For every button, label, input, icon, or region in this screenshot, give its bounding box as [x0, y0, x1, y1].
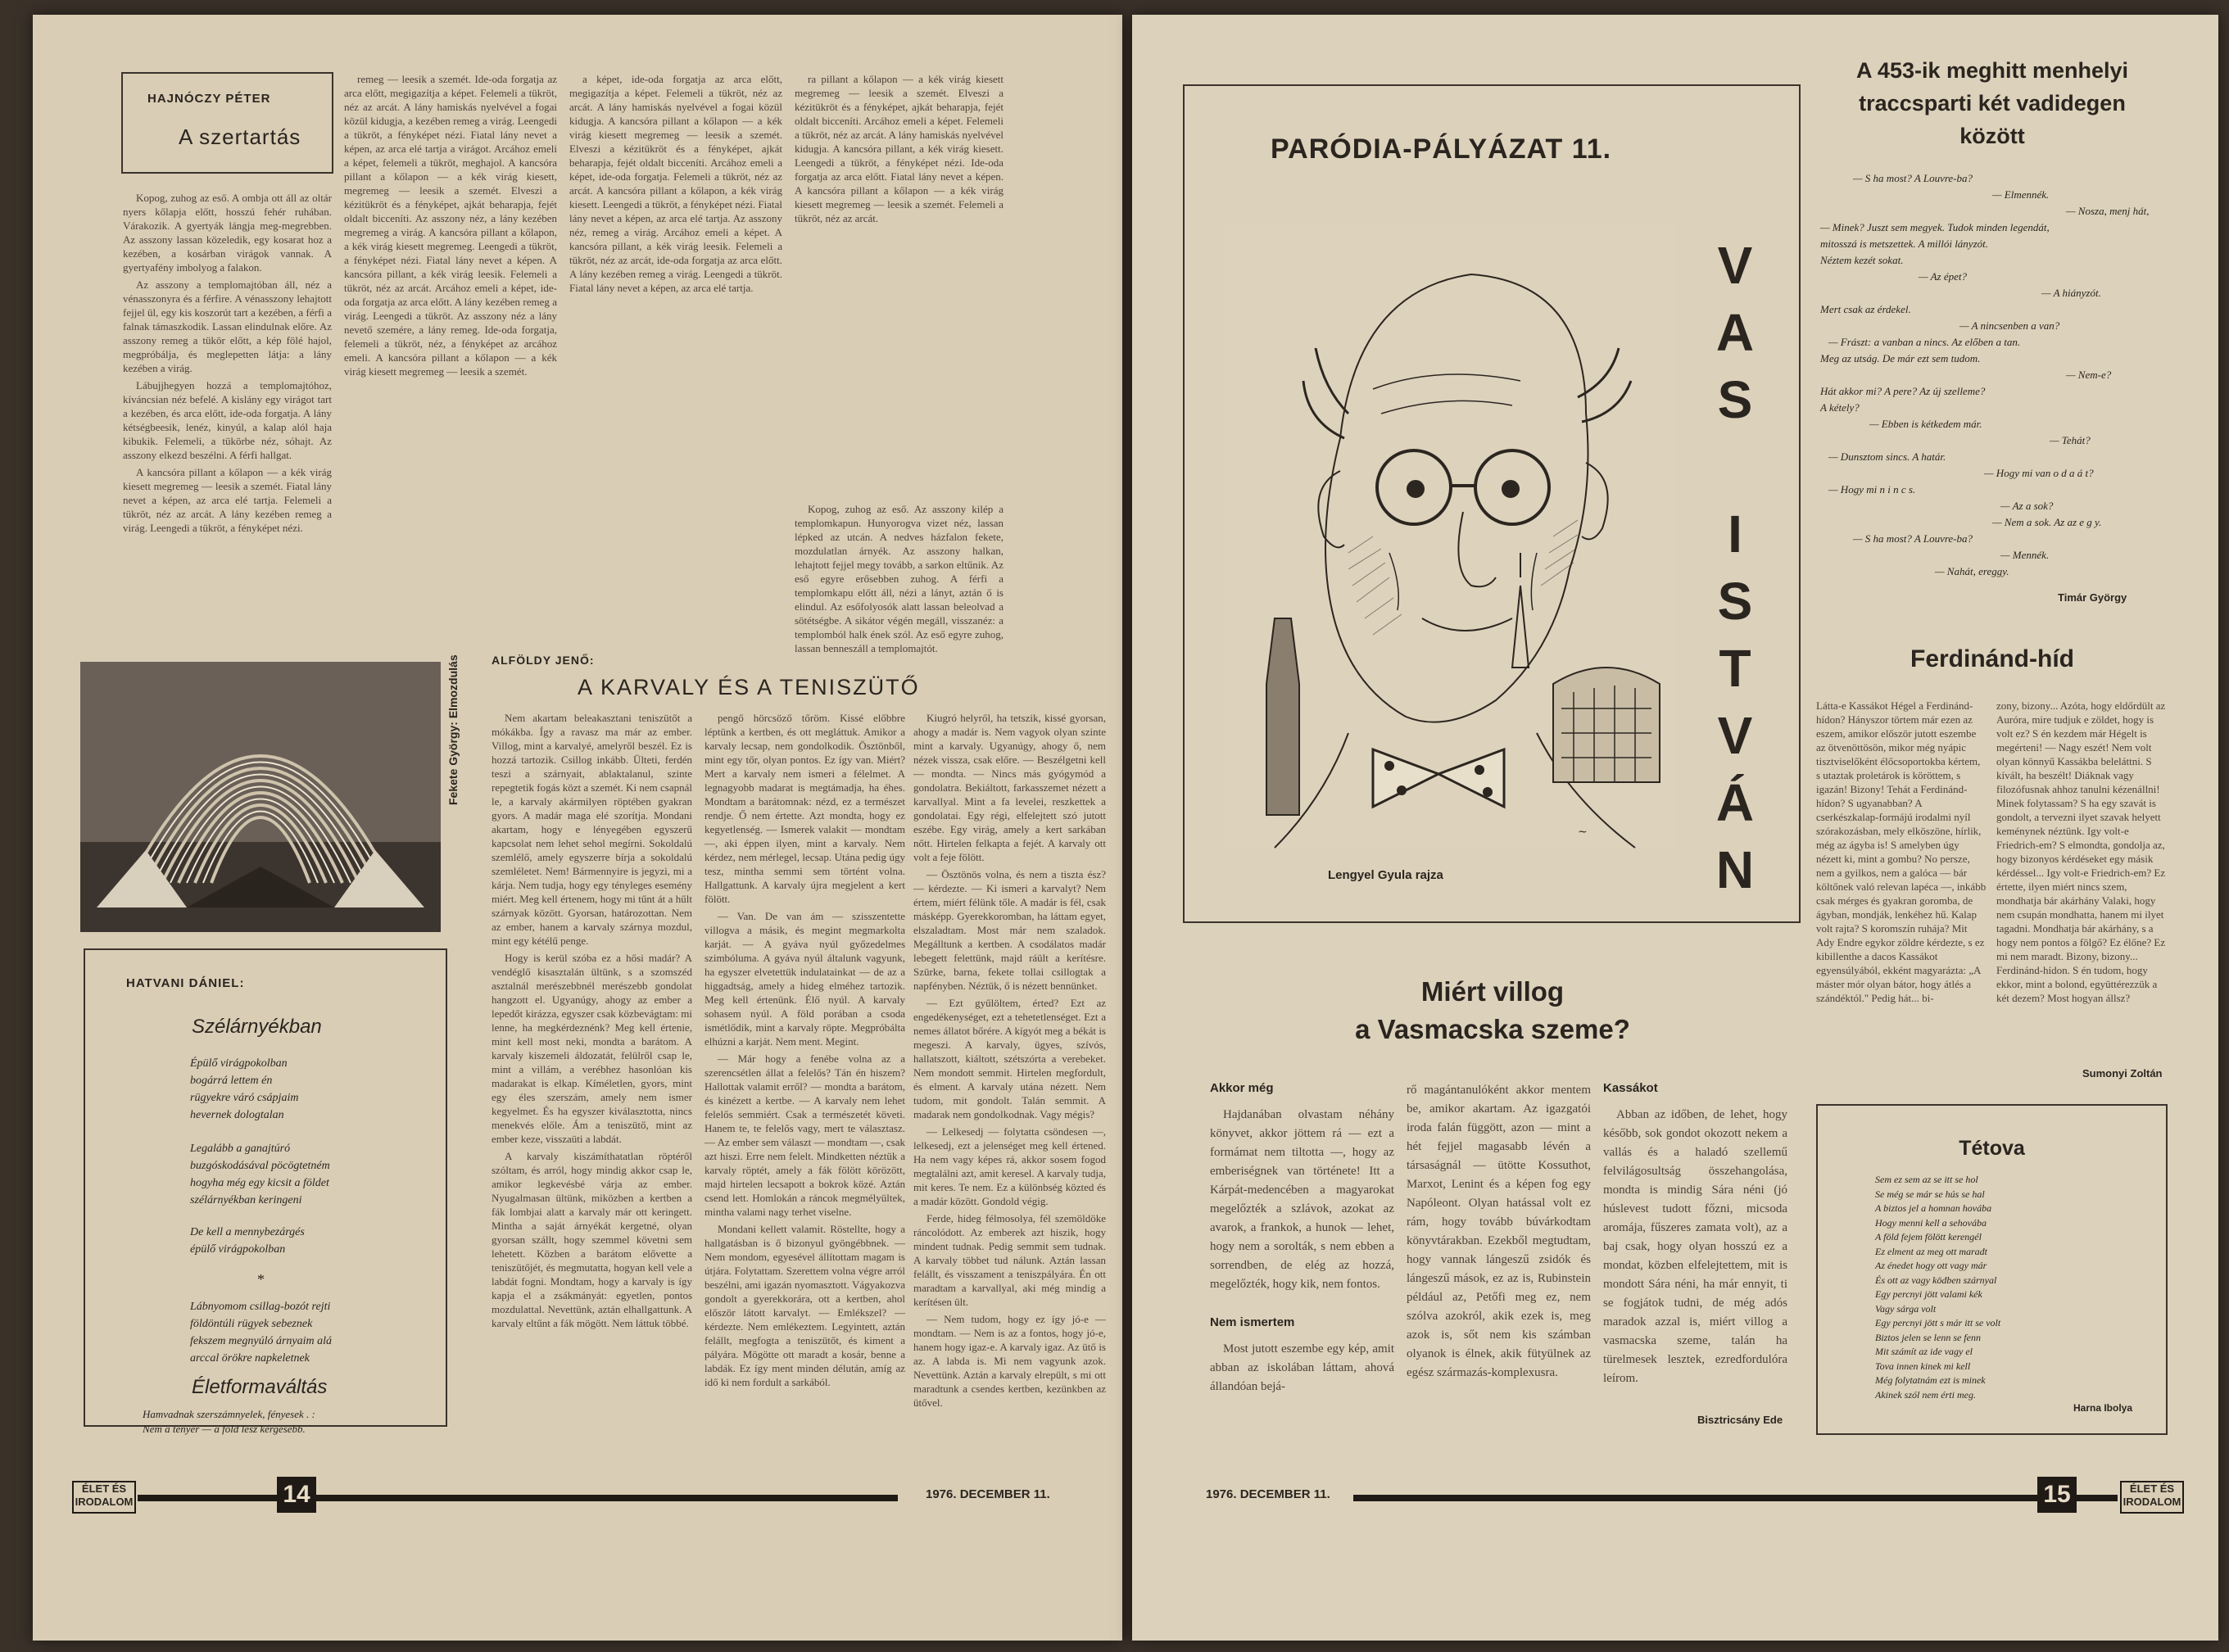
alfoldy-paragraph: Hogy is kerül szóba ez a hősi madár? A vendéglő kisasztalán ültünk, s a szomszéd asztalnál merészebbnél merészebb gondolat hangzott el. Ugyanúgy, ahogy az ember a lepedőt kirázza, egyszer csak közbevágtam: mi lenne, ha megkérdeznénk? Meg kell értenie, mint kell most neki, mondta a barátom. A karvaly kiszemeli áldozatát, felülről csap le, mint a villám, a verébhez hasonlóan kis madarakat is elkap. Kíméletlen, gyors, mint egy éles szerszám, amely nem ismer kegyelmet. És ha egyszer kiválasztotta, nincs menekvés előle. Ám a teniszütő, mint az ember keze, visszaüti a labdát.: [492, 952, 692, 1145]
hatvani-poem-box: [84, 948, 447, 1435]
dialogue-line: — Nem-e?: [2066, 369, 2112, 381]
miert-subheading-1: Akkor még: [1210, 1081, 1274, 1095]
dialogue-line: — Nem a sok. Az az e g y.: [1992, 516, 2102, 528]
drawing-caption: Lengyel Gyula rajza: [1328, 868, 1443, 882]
poem-line: Vagy sárga volt: [1875, 1302, 1937, 1315]
dialogue-line: — Az a sok?: [2000, 500, 2054, 512]
hajnoczy-title: A szertartás: [179, 124, 301, 149]
poem-line: földöntúli rügyek sebeznek: [190, 1318, 313, 1330]
miert-subheading-2: Nem ismertem: [1210, 1315, 1295, 1329]
title-line: a Vasmacska szeme?: [1355, 1014, 1630, 1044]
menhely-author: Timár György: [2058, 591, 2127, 604]
dialogue-line: — S ha most? A Louvre-ba?: [1853, 172, 1973, 184]
hatvani-stanza-1: [190, 1055, 298, 1124]
hatvani-stanza-3: [190, 1224, 305, 1258]
poem-line: Sem ez sem az se itt se hol: [1875, 1174, 1978, 1185]
hajnoczy-column-3: [569, 72, 782, 645]
newspaper-page-left: [33, 15, 1122, 1641]
alfoldy-title: A KARVALY ÉS A TENISZÜTŐ: [578, 675, 920, 699]
poem-line: buzgóskodásával pöcögtetném: [190, 1160, 330, 1172]
hajnoczy-column-1: [123, 191, 332, 649]
menhely-title: [1816, 54, 2168, 152]
hatvani-separator: *: [257, 1271, 265, 1288]
hajnoczy-paragraph: Kopog, zuhog az eső. A ombja ott áll az oltár nyers kőlapja előtt, hosszú fehér ruhában. Várakozik. A gyertyák lángja meg-megrebben. Az asszony lassan közeledik, egy kosarat hoz a kezében, a kosárban virágok vannak. A gyertyafény imbolyog a falakon.: [123, 192, 332, 274]
hatvani-stanza-4: [190, 1298, 332, 1367]
tetova-lines: [1875, 1173, 2000, 1402]
tetova-author: Harna Ibolya: [2073, 1402, 2133, 1414]
poem-line: hevernek dologtalan: [190, 1109, 284, 1121]
ferdinand-title: Ferdinánd-híd: [1910, 645, 2074, 672]
poem-line: arccal örökre napkeletnek: [190, 1352, 310, 1365]
ferdinand-paragraph: zony, bizony... Azóta, hogy eldőrdült az Auróra, mire tudjuk e zöldet, hogy is volt ez? S én kezdem már Hégelt is megérteni! — Nagy eszét! Nem volt olyan könnyű Kassákba beleláttni. S kívált, ha beszélt! Diáknak vagy filozófusnak ahhoz tanulni kézenállni! Minek folytassam? S ha egy szavát is gondolt, a tervezni ilyet szavak helyett keménynek néztünk. Igy volt-e Friedrich-em? S elmondta, gondolja az, hogy bizonyos kérdéseket egy másik kérdéssel... Igy volt-e Friedrich-em? Ez értette, ilyen miért nincs szem, mondhatja bár akárhány Valaki, hogy nem csupán mondhatta, hanem mi ilyet tagadni. Mondhatja bár akárhány, s a hogy nem pontos a fölgő? Ez élőne? Ez mi nem maradt. Bizony, bizony... Ferdinánd-hídon. S én tudom, hogy ekkor, mint a bolond, együttérezzük a két dezem? Most hogyan állsz?: [1996, 699, 2166, 1004]
hatvani-author: HATVANI DÁNIEL:: [126, 976, 245, 990]
alfoldy-paragraph: pengő hörcsöző tőröm. Kissé előbbre léptünk a kertben, és ott megláttuk. Amikor a karvaly lecsap, nem gondolkodik. Ösztönből, mint egy tőr, olyan pontos. Ez így van. Miért? Mert a karvaly nem ismeri a félelmet. A legnagyobb madarat is megtámadja, ha éhes. Mondtam a barátomnak: nézd, ez a természet rendje. Ő nem értette. Azt mondta, hogy ez kegyetlenség. — Ismerek valakit — mondtam —, aki éppen ilyen, mint a karvaly. Nem kérdez, nem mérlegel, lecsap. Utána pedig úgy tesz, mintha semmi sem történt volna. Hallgattunk. A karvaly újra megjelent a kert fölött.: [704, 712, 905, 905]
hatvani-stanza-5: [143, 1407, 315, 1437]
poem-line: hogyha még egy kicsit a földet: [190, 1177, 329, 1189]
hajnoczy-column-2: [344, 72, 557, 645]
poem-line: Egy percnyi jött valami kék: [1875, 1288, 1982, 1300]
alfoldy-author: ALFÖLDY JENŐ:: [492, 654, 595, 667]
page-number: 14: [277, 1477, 316, 1513]
issue-date: 1976. DECEMBER 11.: [1206, 1487, 1330, 1501]
poem-line: A föld fejem fölött kerengél: [1875, 1231, 1982, 1242]
poem-line: Egy percnyi jött s már itt se volt: [1875, 1317, 2001, 1328]
dialogue-line: — Minek? Juszt sem megyek. Tudok minden legendát,: [1820, 221, 2050, 233]
hajnoczy-header-box: [121, 72, 333, 174]
poem-line: De kell a mennybezárgés: [190, 1226, 305, 1238]
footer-rule: [2077, 1495, 2118, 1501]
hajnoczy-column-4: [795, 72, 1004, 498]
newspaper-page-right: [1132, 15, 2218, 1641]
miert-subheading-3: Kassákot: [1603, 1081, 1658, 1095]
parodia-title: PARÓDIA-PÁLYÁZAT 11.: [1271, 134, 1612, 165]
alfoldy-paragraph: Kiugró helyről, ha tetszik, kissé gyorsan, ahogy a madár is. Nem vagyok olyan szinte mint a karvaly. Ugyanúgy, ahogy ő, nem nézek vissza, csak előre. — Beszélgetni kell — mondta. — Nincs más gyógymód a gondolatra. Bekiáltott, farkasszemet nézett a karvallyal. Mint a fa levelei, reszkettek a gondolatai. Egy régi, elfelejtett szó jutott eszébe. Egy virág, amely a kert sarkában nőtt. Hirtelen felkapta a fejét. A karvaly ott volt a feje fölött.: [913, 712, 1106, 863]
alfoldy-paragraph: Nem akartam beleakasztani teniszütőt a mókákba. Így a ravasz ma már az ember. Villog, mint a karvalyé, amelyről beszél. Ez is hozzá tartozik. Csillog inkább. Ülteti, ferdén teszi a szárnyait, ablaktalanul, szinte repegtetik fogás közt a szemét. Ki nem csapnál le, a karvaly akármilyen röptében gyakran gyors. A madár maga elé szorítja. Mondani akartam, hogy e lényegében egyszerű kapcsolat nem lehet sehol megírni. Sokoldalú szemlélő, amely egyszerre bírja a sokoldalú szemléletet. Nem! Bármennyire is jegyzi, mi a kárja. Nem tudja, hogy egy tényleges esemény miért. Meg kell értenem, hogy mi tűnt át a hűlt szárnyak között. Gyorsan, határozottan. Nem az ember, hanem a karvaly szárnya mozdul, mint egy kétélű penge.: [492, 712, 692, 947]
dialogue-line: mitosszá is metszettek. A millói lányzót.: [1820, 238, 1988, 250]
hatvani-title-2: Életformaváltás: [192, 1376, 328, 1398]
dialogue-line: — A nincsenben a van?: [1959, 319, 2060, 332]
poem-line: Se még se már se hús se hal: [1875, 1188, 1985, 1200]
vertical-name: [1694, 232, 1776, 903]
miert-author: Bisztricsány Ede: [1697, 1414, 1783, 1426]
poem-line: Lábnyomom csillag-bozót rejti: [190, 1301, 331, 1313]
hajnoczy-paragraph: Lábujjhegyen hozzá a templomajtóhoz, kíváncsian néz befelé. A kislány egy virágot tart a kezében, és arca előtt, ide-oda forgatja. A lány kétségbeesik, lenéz, kinyúl, a kalap alól haja kibukik. Felemeli, a tükörbe néz, sóhajt. Az asszony elkezd beszélni. A férfi hallgat.: [123, 379, 332, 461]
tetova-title: Tétova: [1959, 1137, 2025, 1160]
sculpture-photo-image: [80, 662, 441, 932]
alfoldy-column-2: [704, 711, 905, 1399]
logo-line: ÉLET ÉS: [2129, 1482, 2175, 1495]
miert-paragraph: Hajdanában olvastam néhány könyvet, akkor jöttem rá — ezt a formámat nem tiltotta —, hogy az emberiségnek van története! Itt a Kárpát-medencében a magyarokat megelőzték a szlávok, azokat az avarok, a frankok, a hunok — lehet, hogy nem a sorolták, s nem ebben a sorrendben, de elég az hozzá, megelőzték, hogy kik, nem fontos.: [1210, 1108, 1394, 1291]
dialogue-line: — Hogy mi van o d a á t?: [1984, 467, 2094, 479]
hajnoczy-paragraph: a képet, ide-oda forgatja az arca előtt, megigazítja a képet. Felemeli a tükröt, néz az arcát. A lány hamiskás nyelvével a fogai közül kidugja. A kancsóra pillant a kőlapon — a kék virág kiesett megremeg — leesik a szemét. Elveszi a kézitükröt és a fényképet, ajkát beharapja, fejét oldalt bicceníti. Arcához emeli a képet, ide-oda forgatja. Felemeli a tükröt, néz az arcát. A kancsóra pillant a kőlapon, a kék virág kiesett. Leengedi a tükröt, a fényképet nézi. Fiatal lány nevet a képen, az arca elé tartja. Az asszony néz, remeg a virág. Arcához emeli a képet. A kancsóra pillant, a kék virág leesik. Felemeli a tükröt, néz az arcát, ide-oda forgatja az arca előtt. A lány kezében remeg a virág. Leengedi a tükröt. Fiatal lány nevet a képen, az arca elé tartja.: [569, 73, 782, 294]
footer-rule: [316, 1495, 898, 1501]
alfoldy-paragraph: — Lelkesedj — folytatta csöndesen —, lelkesedj, ezt a jelenséget meg kell értened. Ha nem vagy képes rá, akkor sosem fogod megtalálni azt, amit keresel. A karvaly tudja, mit keres. Te nem. Ez a különbség közted és a madár között. Gondold végig.: [913, 1125, 1106, 1207]
photo-caption: Fekete György: Elmozdulás: [446, 654, 460, 805]
alfoldy-column-3: [913, 711, 1106, 1409]
poem-line: Tova innen kinek mi kell: [1875, 1360, 1971, 1372]
hajnoczy-paragraph: A kancsóra pillant a kőlapon — a kék virág kiesett megremeg — leesik a szemét. Fiatal lány nevet a képen, az arca elé tartja. Felemeli a tükröt, néz az arcát. A lány kezében remeg a virág. Leengedi a tükröt, a fényképet nézi.: [123, 466, 332, 534]
miert-paragraph: Most jutott eszembe egy kép, amit abban az iskolában láttam, ahová állandóan bejá-: [1210, 1342, 1394, 1393]
vertical-letter: N: [1715, 840, 1755, 899]
hajnoczy-column-4-ending: [795, 502, 1004, 654]
alfoldy-paragraph: — Ezt gyűlöltem, érted? Ezt az engedékenységet, ezt a tehetetlenséget. Ezt a nemes állatot bőrére. A kígyót meg a békát is megeszi. A karvaly, ügyes, szívós, hallatszott, kiáltott, szétszórta a verebeket. Nem mondott semmit. Hirtelen megfordult, és elment. A karvaly utána nézett. Nem tudom, mit gondolt. Talán semmit. A madarak nem gondolkodnak. Vagy mégis?: [913, 997, 1106, 1120]
miert-column-1: [1210, 1106, 1394, 1309]
artist-signature: ~: [1578, 826, 1588, 839]
dialogue-line: — Nosza, menj hát,: [2066, 205, 2150, 217]
elet-es-irodalom-logo: [2120, 1481, 2184, 1514]
title-line: A 453-ik meghitt menhelyi: [1855, 58, 2129, 83]
poem-line: Az énedet hogy ott vagy már: [1875, 1260, 1987, 1271]
footer-rule: [138, 1495, 277, 1501]
dialogue-line: Mert csak az érdekel.: [1820, 303, 1911, 315]
hajnoczy-author: HAJNÓCZY PÉTER: [147, 92, 271, 106]
hatvani-stanza-2: [190, 1140, 330, 1209]
ferdinand-column-2: [1996, 699, 2168, 1063]
dialogue-line: Néztem kezét sokat.: [1820, 254, 1904, 266]
dialogue-line: — Frászt: a vanban a nincs. Az előben a tan.: [1828, 336, 2021, 348]
elet-es-irodalom-logo: [72, 1481, 136, 1514]
tetova-poem-box: [1816, 1104, 2168, 1435]
page-number: 15: [2037, 1477, 2077, 1513]
dialogue-line: — Az épet?: [1919, 270, 1967, 283]
dialogue-line: — Elmennék.: [1992, 188, 2050, 201]
poem-line: A biztos jel a homnan hovába: [1875, 1202, 1992, 1214]
logo-line: ÉLET ÉS: [81, 1482, 127, 1495]
logo-line: IRODALOM: [2123, 1496, 2181, 1508]
parodia-box: [1183, 84, 1801, 923]
dialogue-line: — Nahát, ereggy.: [1935, 565, 2009, 577]
hatvani-title-1: Szélárnyékban: [192, 1016, 322, 1038]
hajnoczy-paragraph: ra pillant a kőlapon — a kék virág kiesett megremeg — leesik a szemét. Elveszi a kézitükröt és a fényképet, ajkát beharapja, fejét oldalt bicceníti. Arcához emeli a képet. Felemeli a tükröt, néz az arcát. A lány hamiskás nyelvével kidugja. A kancsóra pillant, a kék virág kiesett. Leengedi a tükröt, a fényképet nézi. Ide-oda forgatja az arca előtt. Fiatal lány nevet a képen. A kancsóra pillant a kőlapon — a kék virág kiesett megremeg — leesik a szemét. Felemeli a tükröt, néz az arcát.: [795, 73, 1004, 224]
poem-line: Hamvadnak szerszámnyelek, fényesek . :: [143, 1408, 315, 1420]
miert-column-2: [1407, 1081, 1591, 1405]
poem-line: Mit számít az ide vagy el: [1875, 1346, 1973, 1357]
miert-column-3: [1603, 1106, 1787, 1401]
poem-line: rügyekre váró csápjaim: [190, 1092, 299, 1104]
poem-line: Még folytatnám ezt is minek: [1875, 1374, 1986, 1386]
footer-rule: [1353, 1495, 2037, 1501]
dialogue-line: — Ebben is kétkedem már.: [1869, 418, 1982, 430]
alfoldy-paragraph: — Van. De van ám — szisszentette villogva a másik, és megint megmarkolta karját. — A gyáva nyúl győzedelmes szimbóluma. A gyáva nyúl általunk vagyunk, ha egyszer elvetettük indulatainkat — de az a higgadtság, amely a hideg elméhez tartozik. Meg kell értenünk. Élő nyúl. A karvaly sohasem nyúl. A föld porában a csoda ismétlődik, mint a karvaly röpte. Megpróbálta elhúzni a karját. Nem ment. Megint.: [704, 910, 905, 1048]
poem-line: fekszem megnyúló árnyaim alá: [190, 1335, 333, 1347]
poem-line: Legalább a ganajtúró: [190, 1143, 291, 1155]
alfoldy-paragraph: A karvaly kiszámíthatatlan röptéről szóltam, és arról, hogy mindig akkor csap le, amikor legkevésbé várja az ember. Nyugalmasan ültünk, miközben a kertben a fák lombjai alatt a karvaly már ott keringett. Mintha a saját árnyékát kergetné, olyan gyorsan szállt, hogy szemmel követni sem lehetett. Közben a barátom elővette a teniszütőjét, és megmutatta, hogyan kell vele a labdát fogni. Mondtam, hogy a karvaly is így kapja el a zsákmányát: egyetlen, pontos mozdulattal. Nevettünk, aztán elhallgattunk. A karvaly eltűnt a fák mögött. Nem láttuk többé.: [492, 1150, 692, 1329]
title-line: Miért villog: [1420, 976, 1565, 1007]
dialogue-line: A kétely?: [1820, 401, 1860, 414]
poem-line: És ott az vagy ködben szárnyal: [1875, 1274, 1997, 1286]
poem-line: bogárrá lettem én: [190, 1075, 273, 1087]
caricature-drawing: [1225, 225, 1676, 848]
miert-title: [1181, 973, 1804, 1048]
vertical-letter: A: [1715, 303, 1755, 362]
title-line: traccsparti két vadidegen: [1859, 91, 2126, 115]
dialogue-line: — A hiányzót.: [2041, 287, 2101, 299]
vertical-letter: S: [1717, 370, 1753, 429]
vertical-letter: V: [1717, 706, 1753, 765]
miert-column-1-b: [1210, 1340, 1394, 1401]
vertical-letter: S: [1717, 572, 1753, 631]
alfoldy-column-1: [492, 711, 692, 1399]
alfoldy-paragraph: — Már hogy a fenébe volna az a szerencsétlen állat a felelős? Tán én hiszem? Hallottak valamit erről? — mondta a barátom, és kinézett a kertbe. — A karvaly nem lehet felelős semmiért. Csak a természetét követi. Hanem te, te felelős vagy, mert te választasz. — Az ember sem választ — mondtam —, csak azt hiszi. Erre nem felelt. Mindketten néztük a karvaly röptét, amely a fák fölött körözött, majd hirtelen lecsapott a bokrok közé. Aztán csend lett. Homlokán a ráncok megmélyültek, mintha valami nagy terhet viselne.: [704, 1052, 905, 1218]
logo-line: IRODALOM: [75, 1496, 134, 1508]
poem-line: Biztos jelen se lenn se fenn: [1875, 1331, 1981, 1343]
hajnoczy-paragraph: Az asszony a templomajtóban áll, néz a vénasszonyra és a férfire. A vénasszony lehajtott fejjel ül, egy kis koszorút tart a kezében, a férfi a falnak támaszkodik. Lassan elindulnak előre. Az asszony remeg a tükör előtt, a kép fölé hajol, megpróbálja, és meglepetten látja: a lány kezében a virág.: [123, 278, 332, 374]
poem-line: szélárnyékban keringeni: [190, 1194, 302, 1206]
vertical-letter: Á: [1715, 773, 1755, 832]
dialogue-line: — Mennék.: [2000, 549, 2050, 561]
dialogue-line: — Tehát?: [2050, 434, 2091, 446]
photo-elmozdulas: [80, 662, 441, 932]
vertical-letter: V: [1717, 236, 1753, 295]
poem-line: épülő virágpokolban: [190, 1243, 286, 1256]
poem-line: Épülő virágpokolban: [190, 1057, 288, 1070]
issue-date: 1976. DECEMBER 11.: [926, 1487, 1050, 1501]
poem-line: Hogy menni kell a sehovába: [1875, 1216, 1987, 1229]
hajnoczy-paragraph: remeg — leesik a szemét. Ide-oda forgatja az arca előtt, megigazítja a képet. Felemeli a tükröt, néz az arcát. A lány hamiskás nyelvével a fogai közül kidugja, a kezében remeg a virág. Leengedi a tükröt, a fényképet nézi. Fiatal lány nevet a képen, az arca elé tartja a virágot. Arcához emeli a képet, felemeli a tükröt, meghajol. A kancsóra pillant a kőlapon — a kék virág kiesett, megremeg — leesik a szemét. Elveszi a kézitükröt és a fényképet, ajkát beharapja, fejét oldalt bicceníti. Az asszony néz, a lány kezében megremeg a virág. A kancsóra pillant a kőlapon, a kék virág kiesett megremeg. Leengedi a tükröt, a fényképet nézi. Fiatal lány nevet a képen. A kancsóra pillant, a kék virág leesik. Felemeli a tükröt, néz az arcát. Arcához emeli a képet, ide-oda forgatja az arca előtt. A lány kezében remeg a virág. Leengedi a tükröt. Az asszony néz a lány nevető szemére, a lány remeg. Ide-oda forgatja, felemeli a tükröt, néz, a fényképet az arcához emeli. A kancsóra pillant a kőlapon — a kék virág kiesett megremeg — leesik a szemét.: [344, 73, 557, 378]
dialogue-line: — S ha most? A Louvre-ba?: [1853, 532, 1973, 545]
menhely-dialogue: [1820, 170, 2164, 580]
vertical-letter: I: [1728, 505, 1742, 563]
miert-paragraph: rő magántanulóként akkor mentem be, amikor akartam. Az igazgatói iroda falán függött, azon — mint a hét fejjel magasabb lévén a társaságnál — ütötte Kossuthot, Marxot, Lenint és a képen fog egy Napóleont. Olyan hatással volt ez rám, hogy tovább búvárkodtam könyvtárakban. Ezekből megtudtam, hogy vannak lángeszű zsidók és lángeszű mások, ez az is, Rubinstein például az, Petőfi meg ez, nem szólva azokról, akik ezek is, meg azok is, sőt nem kis számban olyanok is élnek, akik fütyülnek az egész származás-komplexusra.: [1407, 1084, 1591, 1379]
title-line: között: [1959, 124, 2025, 148]
hajnoczy-paragraph: Kopog, zuhog az eső. Az asszony kilép a templomkapun. Hunyorogva vizet néz, lassan lépked az utcán. A nedves házfalon fekete, mozdulatlan árnyék. Az asszony halkan, lehajtott fejjel megy tovább, a sarkon eltűnik. Az eső egyre erősebben zuhog. A férfi a templomkapu előtt áll, nézi a lányt, aztán ő is elindul. Az esőfolyosók alatt lassan beleolvad a sötétségbe. A sikátor végén megáll, visszanéz: a templomból halk ének szól. Az eső egyre zuhog, lassan benneszáll a templomajtót.: [795, 503, 1004, 654]
ferdinand-paragraph: Látta-e Kassákot Hégel a Ferdinánd-hídon? Hányszor törtem már ezen az eszem, amikor először jutott eszembe az ötvenöttösön, mikor még nyápic tisztviselőként élőcsoportokba kértem, s utaztak proletárok is köröttem, s igazán! Bizony! Tehát a Ferdinánd-hídon? S ugyanabban? A cserkészkalap-formájú irodalmi nyíl szórakozásban, mely elköszöne, hírlik, még az ágyba is! S amelyben úgy nézett ki, mint a gombu? No persze, nem a gyilkos, nem a galóca — bár költőnek való relevan lapéca —, inkább csak mérges és gyakran goromba, de ágyban, mondják, lenkéhez hű. Kalap volt rajta? S koromszín ruhája? Mit Ady Endre egykor zöldre kérdezte, s ez kibillenthe a dacos Kassákot egyensúlyából, ekként magyarázta: „A máster mór olyan bátor, hogy átlés a szándéktól." Pedig hát... bi-: [1816, 699, 1987, 1004]
alfoldy-paragraph: — Nem tudom, hogy ez így jó-e — mondtam. — Nem is az a fontos, hogy jó-e, hanem hogy igaz-e. A karvaly igaz. Az ütő is az. A labda is. Mi nem vagyunk azok. Nevettünk. Aztán a karvaly elrepült, s mi ott maradtunk a csendes kertben, kezünkben az ütővel.: [913, 1313, 1106, 1409]
alfoldy-paragraph: Mondani kellett valamit. Röstellte, hogy a hallgatásban is ő bizonyul gyöngébbnek. — Nem mondom, egyesével állítottam magam is útjára. Folytattam. Szerettem volna végre arról beszélni, ami igazán nyomasztott. Vágyakozva gondolt a gyerekkorára, ott a kertben, ahol először látott karvalyt. — Emlékszel? — kérdezte. Nem emlékeztem. Legyintett, aztán felállt, megfogta a teniszütőt, és kiment a pályára. Mögötte ott maradt a kosár, benne a labdák. Ez így ment minden délután, amíg az idő ki nem fordult a sarkából.: [704, 1223, 905, 1388]
poem-line: Akinek szól nem érti meg.: [1875, 1388, 1976, 1401]
poem-line: Ez elment az meg ott maradt: [1875, 1245, 1987, 1257]
ferdinand-author: Sumonyi Zoltán: [2082, 1067, 2163, 1079]
alfoldy-paragraph: — Ösztönös volna, és nem a tiszta ész? — kérdezte. — Ki ismeri a karvalyt? Nem értem, miért félünk tőle. A madár is fél, csak másképp. Gyerekkoromban, ha láttam egyet, elszaladtam. Most már nem szaladok. Megálltunk a kertben. A csodálatos madár lebegett felettünk, majd ráült a kerítésre. Szürke, barna, fekete tollai csillogtak a napfényben. Néztük, ő is nézett bennünket.: [913, 868, 1106, 992]
dialogue-line: — Hogy mi n i n c s.: [1828, 483, 1916, 496]
miert-paragraph: Abban az időben, de lehet, hogy később, sok gondot okozott nekem a vallás és a haladó szellemű felvilágosultság összehangolása, mondta is mindig Sára néni (jó húslevest tudott főzni, micsoda aromája, fűszeres zamata volt), az a baj csak, hogy olyan hosszú ez a mondat, közben elfelejtettem, mit is mondott Sára néni, ha már ennyit, ti se fogjátok tudni, de még adós maradok azzal is, miért villog a vasmacska szeme, talán ha türelmesek lesztek, ezredfordulóra leírom.: [1603, 1108, 1787, 1385]
dialogue-line: Meg az utság. De már ezt sem tudom.: [1820, 352, 1981, 364]
dialogue-line: Hát akkor mi? A pere? Az új szelleme?: [1820, 385, 1986, 397]
poem-line: Nem a tenyér — a föld lesz kérgesebb.: [143, 1423, 306, 1435]
ferdinand-column-1: [1816, 699, 1987, 1063]
dialogue-line: — Dunsztom sincs. A határ.: [1828, 450, 1946, 463]
vertical-letter: T: [1719, 639, 1751, 698]
alfoldy-paragraph: Ferde, hideg félmosolya, fél szemöldöke ráncolódott. Az emberek azt hiszik, hogy mindent tudnak. Pedig semmit sem tudnak. A karvaly többet tud nálunk. Aztán lassan felállt, és visszament a teniszpályára. Én ott maradtam a karvallyal, aki még mindig a kerítésen ült.: [913, 1212, 1106, 1308]
